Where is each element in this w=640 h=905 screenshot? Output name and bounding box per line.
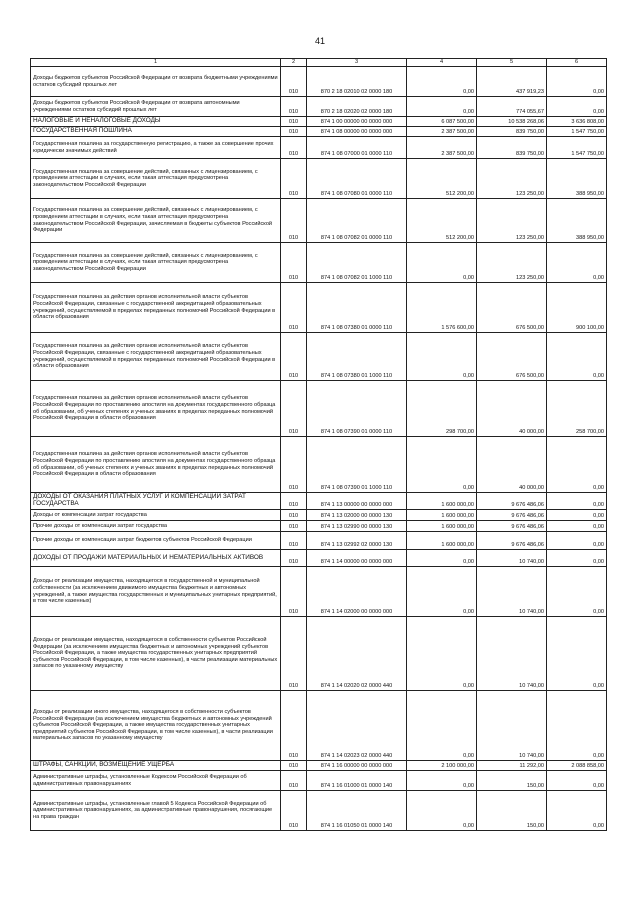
row-budget-code: 874 1 13 02990 00 0000 130: [307, 521, 407, 532]
row-line-code: 010: [281, 127, 307, 137]
table-row: [31, 521, 607, 532]
header-cell: 1: [31, 59, 281, 67]
row-line-code: 010: [281, 532, 307, 550]
header-cell: 2: [281, 59, 307, 67]
row-budget-code: 874 1 08 07380 01 1000 110: [307, 333, 407, 381]
row-remaining-amount: 0,00: [547, 550, 607, 567]
row-line-code: 010: [281, 550, 307, 567]
table-row: [31, 243, 607, 283]
row-description: Прочие доходы от компенсации затрат бюджетов субъектов Российской Федерации: [31, 532, 281, 550]
row-remaining-amount: 388 950,00: [547, 159, 607, 199]
row-description: Государственная пошлина за совершение действий, связанных с лицензированием, с проведением аттестации в случаях, если такая аттестация предусмотрена законодательством Российской Федерации: [31, 159, 281, 199]
row-planned-amount: 0,00: [407, 67, 477, 97]
row-executed-amount: 9 676 486,06: [477, 493, 547, 510]
row-budget-code: 874 1 16 01000 01 0000 140: [307, 771, 407, 791]
row-planned-amount: 0,00: [407, 333, 477, 381]
row-planned-amount: 0,00: [407, 617, 477, 691]
header-cell: 6: [547, 59, 607, 67]
table-row: [31, 532, 607, 550]
budget-table: [30, 58, 607, 831]
row-description: Государственная пошлина за совершение действий, связанных с лицензированием, с проведением аттестации в случаях, если такая аттестация предусмотрена законодательством Российской Федерации, зачисляемая в бюджеты субъектов Российской Федерации: [31, 199, 281, 243]
table-row: [31, 283, 607, 333]
row-remaining-amount: 0,00: [547, 617, 607, 691]
row-line-code: 010: [281, 493, 307, 510]
row-description: Доходы бюджетов субъектов Российской Федерации от возврата бюджетными учреждениями остатков субсидий прошлых лет: [31, 67, 281, 97]
row-budget-code: 874 1 14 02023 02 0000 440: [307, 691, 407, 761]
table-row: [31, 437, 607, 493]
row-budget-code: 874 1 08 07390 01 0000 110: [307, 381, 407, 437]
header-cell: 4: [407, 59, 477, 67]
row-line-code: 010: [281, 333, 307, 381]
row-remaining-amount: 3 636 808,00: [547, 117, 607, 127]
row-planned-amount: 0,00: [407, 437, 477, 493]
table-row: [31, 567, 607, 617]
row-executed-amount: 676 500,00: [477, 333, 547, 381]
row-budget-code: 874 1 00 00000 00 0000 000: [307, 117, 407, 127]
row-executed-amount: 150,00: [477, 771, 547, 791]
row-planned-amount: 0,00: [407, 691, 477, 761]
row-planned-amount: 0,00: [407, 243, 477, 283]
table-row: [31, 381, 607, 437]
row-line-code: 010: [281, 283, 307, 333]
row-remaining-amount: 0,00: [547, 67, 607, 97]
row-executed-amount: 9 676 486,06: [477, 521, 547, 532]
row-budget-code: 874 1 14 02000 00 0000 000: [307, 567, 407, 617]
row-planned-amount: 1 576 600,00: [407, 283, 477, 333]
row-description: ДОХОДЫ ОТ ОКАЗАНИЯ ПЛАТНЫХ УСЛУГ И КОМПЕНСАЦИИ ЗАТРАТ ГОСУДАРСТВА: [31, 493, 281, 510]
row-executed-amount: 123 250,00: [477, 159, 547, 199]
row-description: ДОХОДЫ ОТ ПРОДАЖИ МАТЕРИАЛЬНЫХ И НЕМАТЕРИАЛЬНЫХ АКТИВОВ: [31, 550, 281, 567]
row-remaining-amount: 258 700,00: [547, 381, 607, 437]
header-cell: 5: [477, 59, 547, 67]
row-planned-amount: 0,00: [407, 97, 477, 117]
row-planned-amount: 2 387 500,00: [407, 127, 477, 137]
row-planned-amount: 6 087 500,00: [407, 117, 477, 127]
header-cell: 3: [307, 59, 407, 67]
row-line-code: 010: [281, 510, 307, 521]
row-executed-amount: 10 740,00: [477, 617, 547, 691]
row-executed-amount: 774 055,67: [477, 97, 547, 117]
header-row: [31, 59, 607, 67]
table-row: [31, 771, 607, 791]
row-executed-amount: 839 750,00: [477, 137, 547, 159]
table-row: [31, 127, 607, 137]
row-line-code: 010: [281, 97, 307, 117]
row-remaining-amount: 0,00: [547, 333, 607, 381]
table-row: [31, 761, 607, 771]
row-executed-amount: 437 919,23: [477, 67, 547, 97]
row-executed-amount: 40 000,00: [477, 381, 547, 437]
row-line-code: 010: [281, 437, 307, 493]
row-description: Государственная пошлина за совершение действий, связанных с лицензированием, с проведением аттестации в случаях, если такая аттестация предусмотрена законодательством Российской Федерации: [31, 243, 281, 283]
row-description: Доходы бюджетов субъектов Российской Федерации от возврата автономными учреждениями остатков субсидий прошлых лет: [31, 97, 281, 117]
row-planned-amount: 2 387 500,00: [407, 137, 477, 159]
row-executed-amount: 11 292,00: [477, 761, 547, 771]
row-planned-amount: 512 200,00: [407, 199, 477, 243]
row-description: Государственная пошлина за действия органов исполнительной власти субъектов Российской Федерации по проставлению апостиля на документах государственного образца об образовании, об ученых степенях и ученых званиях в пределах переданных полномочий Российской Федерации в области образования: [31, 437, 281, 493]
row-executed-amount: 676 500,00: [477, 283, 547, 333]
row-remaining-amount: 0,00: [547, 791, 607, 831]
row-description: Прочие доходы от компенсации затрат государства: [31, 521, 281, 532]
row-remaining-amount: 0,00: [547, 771, 607, 791]
row-line-code: 010: [281, 567, 307, 617]
row-remaining-amount: 1 547 750,00: [547, 137, 607, 159]
row-line-code: 010: [281, 617, 307, 691]
row-budget-code: 874 1 16 01050 01 0000 140: [307, 791, 407, 831]
row-remaining-amount: 0,00: [547, 532, 607, 550]
row-description: Доходы от реализации имущества, находящегося в собственности субъектов Российской Федерации (за исключением имущества бюджетных и автономных учреждений субъектов Российской Федерации, а также имущества государственных унитарных предприятий субъектов Российской Федерации, в том числе казенных), в части реализации материальных запасов по указанному имуществу: [31, 617, 281, 691]
table-row: [31, 510, 607, 521]
table-row: [31, 791, 607, 831]
row-planned-amount: 1 600 000,00: [407, 493, 477, 510]
row-budget-code: 874 1 08 07082 01 1000 110: [307, 243, 407, 283]
row-description: ШТРАФЫ, САНКЦИИ, ВОЗМЕЩЕНИЕ УЩЕРБА: [31, 761, 281, 771]
row-executed-amount: 150,00: [477, 791, 547, 831]
row-description: Государственная пошлина за действия органов исполнительной власти субъектов Российской Федерации, связанные с государственной аккредитацией образовательных учреждений, осуществляемой в пределах переданных полномочий Российской Федерации в области образования: [31, 333, 281, 381]
row-line-code: 010: [281, 137, 307, 159]
table-row: [31, 159, 607, 199]
row-budget-code: 874 1 08 07380 01 0000 110: [307, 283, 407, 333]
table-row: [31, 117, 607, 127]
row-remaining-amount: 388 950,00: [547, 199, 607, 243]
row-remaining-amount: 0,00: [547, 567, 607, 617]
row-planned-amount: 298 700,00: [407, 381, 477, 437]
row-remaining-amount: 2 088 858,00: [547, 761, 607, 771]
row-planned-amount: 512 200,00: [407, 159, 477, 199]
row-executed-amount: 839 750,00: [477, 127, 547, 137]
row-executed-amount: 9 676 486,06: [477, 510, 547, 521]
row-executed-amount: 10 740,00: [477, 567, 547, 617]
row-budget-code: 874 1 08 07390 01 1000 110: [307, 437, 407, 493]
row-budget-code: 874 1 14 02020 02 0000 440: [307, 617, 407, 691]
row-executed-amount: 10 538 268,06: [477, 117, 547, 127]
row-line-code: 010: [281, 117, 307, 127]
row-budget-code: 870 2 18 02010 02 0000 180: [307, 67, 407, 97]
row-description: Государственная пошлина за государственную регистрацию, а также за совершение прочих юридически значимых действий: [31, 137, 281, 159]
row-description: НАЛОГОВЫЕ И НЕНАЛОГОВЫЕ ДОХОДЫ: [31, 117, 281, 127]
row-remaining-amount: 0,00: [547, 437, 607, 493]
row-line-code: 010: [281, 381, 307, 437]
row-budget-code: 874 1 08 07082 01 0000 110: [307, 199, 407, 243]
row-remaining-amount: 0,00: [547, 97, 607, 117]
row-budget-code: 874 1 08 00000 00 0000 000: [307, 127, 407, 137]
row-remaining-amount: 0,00: [547, 493, 607, 510]
table-row: [31, 199, 607, 243]
row-remaining-amount: 900 100,00: [547, 283, 607, 333]
table-row: [31, 67, 607, 97]
row-budget-code: 874 1 13 02000 00 0000 130: [307, 510, 407, 521]
row-planned-amount: 0,00: [407, 550, 477, 567]
row-line-code: 010: [281, 771, 307, 791]
row-planned-amount: 1 600 000,00: [407, 532, 477, 550]
row-line-code: 010: [281, 243, 307, 283]
row-budget-code: 874 1 16 00000 00 0000 000: [307, 761, 407, 771]
row-line-code: 010: [281, 67, 307, 97]
row-description: Административные штрафы, установленные главой 5 Кодекса Российской Федерации об административных правонарушениях, за административные правонарушения, посягающие на права граждан: [31, 791, 281, 831]
row-remaining-amount: 0,00: [547, 521, 607, 532]
table-row: [31, 137, 607, 159]
row-planned-amount: 0,00: [407, 567, 477, 617]
row-budget-code: 870 2 18 02020 02 0000 180: [307, 97, 407, 117]
row-budget-code: 874 1 14 00000 00 0000 000: [307, 550, 407, 567]
row-description: Доходы от компенсации затрат государства: [31, 510, 281, 521]
row-line-code: 010: [281, 199, 307, 243]
row-planned-amount: 2 100 000,00: [407, 761, 477, 771]
row-line-code: 010: [281, 761, 307, 771]
row-planned-amount: 1 600 000,00: [407, 521, 477, 532]
table-row: [31, 493, 607, 510]
table-row: [31, 691, 607, 761]
table-row: [31, 617, 607, 691]
row-line-code: 010: [281, 691, 307, 761]
row-budget-code: 874 1 13 00000 00 0000 000: [307, 493, 407, 510]
row-planned-amount: 0,00: [407, 791, 477, 831]
row-budget-code: 874 1 08 07000 01 0000 110: [307, 137, 407, 159]
row-description: Государственная пошлина за действия органов исполнительной власти субъектов Российской Федерации, связанные с государственной аккредитацией образовательных учреждений, осуществляемой в пределах переданных полномочий Российской Федерации в области образования: [31, 283, 281, 333]
row-remaining-amount: 0,00: [547, 243, 607, 283]
table-row: [31, 333, 607, 381]
row-budget-code: 874 1 08 07080 01 0000 110: [307, 159, 407, 199]
row-description: Доходы от реализации иного имущества, находящегося в собственности субъектов Российской Федерации (за исключением имущества бюджетных и автономных учреждений субъектов Российской Федерации, а также имущества государственных унитарных предприятий субъектов Российской Федерации, в том числе казенных), в части реализации материальных запасов по указанному имуществу: [31, 691, 281, 761]
row-line-code: 010: [281, 791, 307, 831]
row-planned-amount: 0,00: [407, 771, 477, 791]
row-description: ГОСУДАРСТВЕННАЯ ПОШЛИНА: [31, 127, 281, 137]
row-planned-amount: 1 600 000,00: [407, 510, 477, 521]
row-description: Государственная пошлина за действия органов исполнительной власти субъектов Российской Федерации по проставлению апостиля на документах государственного образца об образовании, об ученых степенях и ученых званиях в пределах переданных полномочий Российской Федерации в области образования: [31, 381, 281, 437]
row-executed-amount: 123 250,00: [477, 243, 547, 283]
row-executed-amount: 9 676 486,06: [477, 532, 547, 550]
row-executed-amount: 10 740,00: [477, 550, 547, 567]
row-line-code: 010: [281, 159, 307, 199]
row-executed-amount: 123 250,00: [477, 199, 547, 243]
row-description: Административные штрафы, установленные Кодексом Российской Федерации об административных правонарушениях: [31, 771, 281, 791]
row-remaining-amount: 1 547 750,00: [547, 127, 607, 137]
row-description: Доходы от реализации имущества, находящегося в государственной и муниципальной собственности (за исключением движимого имущества бюджетных и автономных учреждений, а также имущества государственных и муниципальных унитарных предприятий, в том числе казенных): [31, 567, 281, 617]
row-remaining-amount: 0,00: [547, 691, 607, 761]
row-executed-amount: 10 740,00: [477, 691, 547, 761]
row-budget-code: 874 1 13 02992 02 0000 130: [307, 532, 407, 550]
row-remaining-amount: 0,00: [547, 510, 607, 521]
page-number: 41: [314, 36, 325, 46]
table-row: [31, 97, 607, 117]
table-row: [31, 550, 607, 567]
row-executed-amount: 40 000,00: [477, 437, 547, 493]
row-line-code: 010: [281, 521, 307, 532]
